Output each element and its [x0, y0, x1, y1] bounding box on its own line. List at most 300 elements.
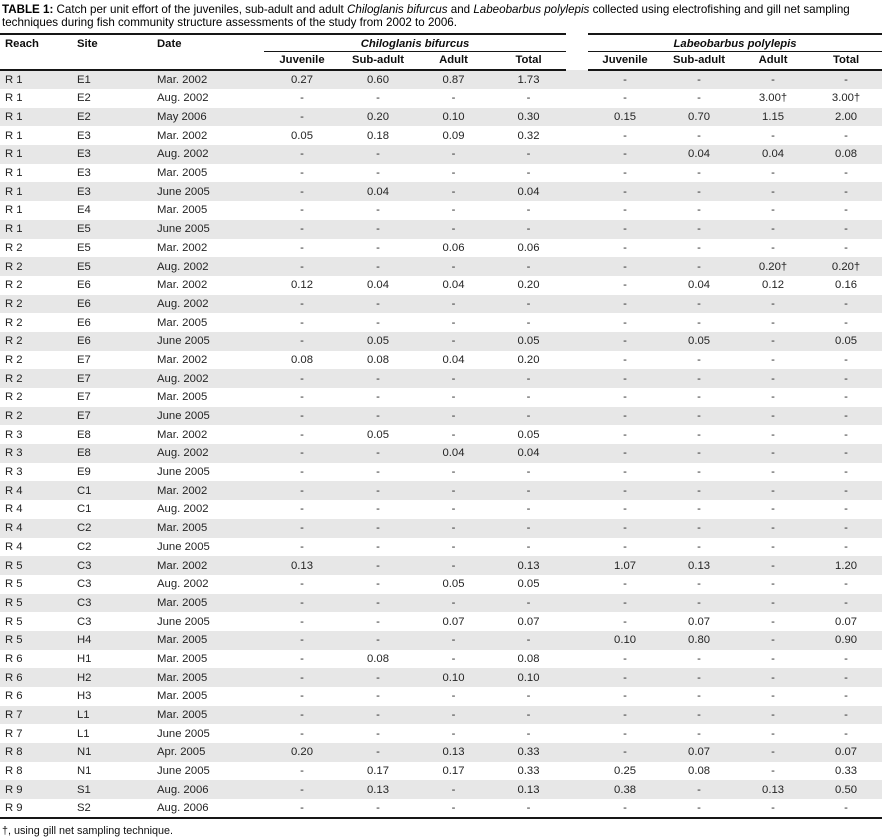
- column-gutter: [566, 369, 588, 388]
- table-row: [0, 407, 882, 426]
- lp-total-cell: 0.90: [835, 634, 858, 647]
- cb-adult-cell: 0.04: [442, 353, 465, 366]
- lp-total-cell: 1.20: [835, 559, 858, 572]
- date-cell: Mar. 2002: [157, 74, 208, 87]
- table-row: [0, 164, 882, 183]
- cb-adult-cell: -: [451, 484, 456, 497]
- lp-juvenile-cell: -: [623, 596, 627, 609]
- lp-total-cell: 0.07: [835, 746, 858, 759]
- reach-cell: R 6: [5, 690, 23, 703]
- cb-adult-cell: 0.09: [442, 129, 465, 142]
- reach-cell: R 1: [5, 167, 23, 180]
- cb-adult-cell: -: [451, 522, 456, 535]
- cb-juvenile-cell: 0.08: [291, 353, 313, 366]
- subcol-header-cb-subadult: Sub-adult: [340, 52, 416, 71]
- cb-subadult-cell: -: [376, 503, 380, 516]
- cb-total-cell: -: [526, 92, 531, 105]
- subcol-header-cb-total: Total: [491, 52, 566, 71]
- column-gutter: [566, 724, 588, 743]
- lp-adult-cell: -: [771, 503, 775, 516]
- date-cell: Aug. 2002: [157, 260, 209, 273]
- lp-subadult-cell: -: [697, 652, 701, 665]
- col-header-date: Date: [152, 34, 264, 71]
- table-caption-text-1: Catch per unit effort of the juveniles, sub-adult and adult: [53, 3, 347, 16]
- lp-subadult-cell: -: [697, 167, 701, 180]
- reach-cell: R 6: [5, 652, 23, 665]
- lp-total-cell: 0.08: [835, 148, 858, 161]
- lp-juvenile-cell: -: [623, 241, 627, 254]
- cb-adult-cell: -: [451, 185, 456, 198]
- table-row: [0, 70, 882, 89]
- table-caption-text-3: collected using electrofishing and gill net sampling techniques during fish community structure assessments of the study from 2002 to 2006.: [2, 3, 850, 30]
- lp-adult-cell: -: [771, 765, 775, 778]
- cb-juvenile-cell: -: [300, 185, 304, 198]
- cb-adult-cell: 0.17: [442, 765, 465, 778]
- column-gutter: [566, 799, 588, 818]
- column-gutter: [566, 145, 588, 164]
- site-cell: E7: [77, 410, 91, 423]
- column-gutter: [566, 313, 588, 332]
- date-cell: Mar. 2005: [157, 652, 208, 665]
- lp-subadult-cell: -: [697, 447, 701, 460]
- cb-adult-cell: -: [451, 727, 456, 740]
- table-row: [0, 425, 882, 444]
- date-cell: Mar. 2005: [157, 671, 208, 684]
- lp-subadult-cell: 0.07: [688, 746, 711, 759]
- lp-adult-cell: -: [771, 74, 775, 87]
- date-cell: Apr. 2005: [157, 746, 206, 759]
- lp-subadult-cell: -: [697, 578, 701, 591]
- cb-juvenile-cell: -: [300, 92, 304, 105]
- reach-cell: R 7: [5, 727, 23, 740]
- site-cell: E6: [77, 316, 91, 329]
- table-row: [0, 388, 882, 407]
- column-gutter: [566, 70, 588, 89]
- site-cell: C2: [77, 540, 92, 553]
- col-header-site: Site: [72, 34, 152, 71]
- cb-subadult-cell: -: [376, 746, 380, 759]
- date-cell: Mar. 2002: [157, 279, 208, 292]
- site-cell: E3: [77, 148, 91, 161]
- lp-juvenile-cell: -: [623, 335, 627, 348]
- column-gutter: [566, 500, 588, 519]
- site-cell: E6: [77, 335, 91, 348]
- cb-total-cell: -: [526, 596, 531, 609]
- cb-adult-cell: -: [451, 559, 456, 572]
- table-row: [0, 444, 882, 463]
- table-row: [0, 650, 882, 669]
- reach-cell: R 4: [5, 522, 23, 535]
- reach-cell: R 2: [5, 391, 23, 404]
- lp-juvenile-cell: -: [623, 709, 627, 722]
- column-gutter: [566, 481, 588, 500]
- cb-adult-cell: -: [451, 316, 456, 329]
- reach-cell: R 3: [5, 447, 23, 460]
- lp-subadult-cell: -: [697, 466, 701, 479]
- lp-total-cell: 2.00: [835, 111, 858, 124]
- cb-subadult-cell: -: [376, 148, 380, 161]
- cb-subadult-cell: -: [376, 241, 380, 254]
- site-cell: E8: [77, 428, 91, 441]
- lp-total-cell: -: [844, 204, 848, 217]
- cb-total-cell: -: [526, 297, 531, 310]
- group-header-chiloglanis-bifurcus: Chiloglanis bifurcus: [264, 34, 566, 52]
- subcol-header-lp-adult: Adult: [736, 52, 810, 71]
- reach-cell: R 2: [5, 316, 23, 329]
- date-cell: Aug. 2002: [157, 447, 209, 460]
- lp-juvenile-cell: -: [623, 260, 627, 273]
- cb-juvenile-cell: -: [300, 765, 304, 778]
- cb-adult-cell: -: [451, 148, 456, 161]
- lp-total-cell: -: [844, 652, 848, 665]
- cb-juvenile-cell: -: [300, 466, 304, 479]
- date-cell: June 2005: [157, 466, 210, 479]
- cb-total-cell: 0.08: [517, 652, 540, 665]
- lp-total-cell: -: [844, 484, 848, 497]
- date-cell: Mar. 2002: [157, 559, 208, 572]
- lp-adult-cell: -: [771, 596, 775, 609]
- column-gutter: [566, 762, 588, 781]
- lp-juvenile-cell: -: [623, 185, 627, 198]
- cb-total-cell: -: [526, 540, 531, 553]
- cb-total-cell: 0.04: [517, 185, 540, 198]
- site-cell: E4: [77, 204, 91, 217]
- column-gutter: [566, 108, 588, 127]
- site-cell: C2: [77, 522, 92, 535]
- cb-juvenile-cell: -: [300, 596, 304, 609]
- cb-subadult-cell: -: [376, 709, 380, 722]
- lp-juvenile-cell: -: [623, 652, 627, 665]
- table-row: [0, 687, 882, 706]
- lp-subadult-cell: -: [662, 799, 736, 818]
- column-gutter: [566, 687, 588, 706]
- site-cell: H1: [77, 652, 92, 665]
- cb-subadult-cell: -: [376, 466, 380, 479]
- cb-juvenile-cell: -: [300, 709, 304, 722]
- date-cell: Aug. 2002: [157, 297, 209, 310]
- lp-total-cell: -: [844, 690, 848, 703]
- table-row: [0, 500, 882, 519]
- cb-subadult-cell: 0.04: [367, 279, 389, 292]
- lp-adult-cell: -: [771, 484, 775, 497]
- cb-subadult-cell: -: [376, 410, 380, 423]
- lp-subadult-cell: -: [697, 372, 701, 385]
- cb-juvenile-cell: 0.05: [291, 129, 313, 142]
- cb-juvenile-cell: -: [300, 671, 304, 684]
- lp-total-cell: -: [844, 129, 848, 142]
- lp-adult-cell: -: [771, 634, 775, 647]
- lp-adult-cell: -: [771, 559, 775, 572]
- lp-juvenile-cell: -: [623, 746, 627, 759]
- site-cell: E5: [77, 260, 91, 273]
- cb-total-cell: -: [526, 372, 531, 385]
- lp-adult-cell: -: [771, 727, 775, 740]
- column-gutter: [566, 34, 588, 71]
- cb-total-cell: 0.07: [517, 615, 540, 628]
- column-gutter: [566, 538, 588, 557]
- cb-adult-cell: -: [451, 634, 456, 647]
- column-gutter: [566, 332, 588, 351]
- cb-adult-cell: 0.04: [442, 279, 465, 292]
- lp-subadult-cell: -: [697, 260, 701, 273]
- cb-subadult-cell: -: [376, 391, 380, 404]
- cb-adult-cell: -: [451, 466, 456, 479]
- date-cell: Aug. 2002: [157, 578, 209, 591]
- lp-juvenile-cell: -: [623, 410, 627, 423]
- date-cell: June 2005: [157, 727, 210, 740]
- lp-subadult-cell: 0.70: [688, 111, 711, 124]
- lp-juvenile-cell: -: [623, 353, 627, 366]
- cb-subadult-cell: 0.05: [367, 428, 389, 441]
- lp-juvenile-cell: 0.10: [614, 634, 637, 647]
- lp-juvenile-cell: -: [623, 167, 627, 180]
- subcol-header-lp-juvenile: Juvenile: [588, 52, 662, 71]
- lp-juvenile-cell: -: [623, 129, 627, 142]
- lp-adult-cell: -: [771, 447, 775, 460]
- lp-total-cell: -: [844, 596, 848, 609]
- cb-adult-cell: -: [451, 596, 456, 609]
- cb-subadult-cell: -: [376, 297, 380, 310]
- reach-cell: R 5: [5, 596, 23, 609]
- date-cell: Aug. 2002: [157, 503, 209, 516]
- table-row: [0, 201, 882, 220]
- cb-adult-cell: -: [451, 167, 456, 180]
- cpue-data-table: [0, 33, 882, 819]
- cb-juvenile-cell: 0.27: [291, 74, 313, 87]
- table-caption-text-2: and: [447, 3, 474, 16]
- reach-cell: R 4: [5, 540, 23, 553]
- lp-adult-cell: -: [771, 428, 775, 441]
- reach-cell: R 2: [5, 297, 23, 310]
- lp-juvenile-cell: -: [623, 522, 627, 535]
- table-row: [0, 799, 882, 818]
- lp-juvenile-cell: -: [623, 92, 627, 105]
- date-cell: Mar. 2002: [157, 353, 208, 366]
- cb-subadult-cell: -: [376, 559, 380, 572]
- reach-cell: R 1: [5, 204, 23, 217]
- cb-total-cell: 0.05: [517, 578, 540, 591]
- cb-adult-cell: 0.06: [442, 241, 465, 254]
- reach-cell: R 6: [5, 671, 23, 684]
- column-gutter: [566, 295, 588, 314]
- column-gutter: [566, 89, 588, 108]
- cb-subadult-cell: 0.08: [367, 652, 389, 665]
- date-cell: Aug. 2002: [157, 92, 209, 105]
- column-gutter: [566, 575, 588, 594]
- lp-total-cell: 0.05: [835, 335, 858, 348]
- reach-cell: R 8: [5, 765, 23, 778]
- reach-cell: R 2: [5, 279, 23, 292]
- cb-juvenile-cell: -: [300, 260, 304, 273]
- table-row: [0, 724, 882, 743]
- site-cell: C3: [77, 596, 92, 609]
- site-cell: E6: [77, 297, 91, 310]
- lp-total-cell: -: [844, 447, 848, 460]
- site-cell: E3: [77, 185, 91, 198]
- table-row: [0, 276, 882, 295]
- lp-adult-cell: -: [771, 391, 775, 404]
- lp-total-cell: 0.07: [835, 615, 858, 628]
- lp-adult-cell: -: [771, 185, 775, 198]
- cb-adult-cell: -: [451, 260, 456, 273]
- lp-juvenile-cell: -: [623, 690, 627, 703]
- site-cell: N1: [77, 765, 92, 778]
- cb-juvenile-cell: -: [300, 428, 304, 441]
- lp-adult-cell: -: [771, 129, 775, 142]
- cb-adult-cell: -: [451, 372, 456, 385]
- cb-subadult-cell: -: [376, 634, 380, 647]
- cb-adult-cell: -: [451, 223, 456, 236]
- lp-subadult-cell: -: [697, 503, 701, 516]
- lp-total-cell: -: [844, 223, 848, 236]
- cb-juvenile-cell: -: [300, 204, 304, 217]
- column-gutter: [566, 182, 588, 201]
- site-cell: C3: [77, 578, 92, 591]
- lp-adult-cell: 0.20†: [758, 260, 788, 273]
- cb-subadult-cell: -: [376, 316, 380, 329]
- cb-adult-cell: -: [451, 335, 456, 348]
- cb-subadult-cell: 0.20: [367, 111, 389, 124]
- lp-juvenile-cell: -: [623, 279, 627, 292]
- cb-total-cell: 0.20: [517, 279, 540, 292]
- cb-juvenile-cell: -: [300, 783, 304, 796]
- table-footnote: †, using gill net sampling technique.: [2, 824, 174, 837]
- table-row: [0, 89, 882, 108]
- site-cell: C3: [77, 559, 92, 572]
- cb-juvenile-cell: 0.12: [291, 279, 313, 292]
- cb-total-cell: -: [491, 799, 566, 818]
- cb-subadult-cell: -: [376, 615, 380, 628]
- date-cell: June 2005: [157, 765, 210, 778]
- cb-total-cell: -: [526, 410, 531, 423]
- cb-total-cell: -: [526, 522, 531, 535]
- cb-total-cell: -: [526, 690, 531, 703]
- lp-subadult-cell: 0.80: [688, 634, 711, 647]
- date-cell: Mar. 2005: [157, 316, 208, 329]
- column-gutter: [566, 257, 588, 276]
- lp-adult-cell: -: [771, 353, 775, 366]
- lp-subadult-cell: -: [697, 690, 701, 703]
- date-cell: Mar. 2005: [157, 690, 208, 703]
- date-cell: June 2005: [157, 540, 210, 553]
- cb-juvenile-cell: -: [300, 111, 304, 124]
- cb-subadult-cell: -: [376, 578, 380, 591]
- reach-cell: R 9: [0, 799, 72, 818]
- lp-subadult-cell: -: [697, 223, 701, 236]
- lp-total-cell: -: [844, 540, 848, 553]
- lp-subadult-cell: 0.04: [688, 148, 711, 161]
- cb-subadult-cell: 0.13: [367, 783, 389, 796]
- cb-total-cell: -: [526, 148, 531, 161]
- lp-juvenile-cell: -: [623, 428, 627, 441]
- lp-subadult-cell: -: [697, 297, 701, 310]
- lp-subadult-cell: 0.04: [688, 279, 711, 292]
- site-cell: C3: [77, 615, 92, 628]
- cb-total-cell: -: [526, 316, 531, 329]
- table-row: [0, 108, 882, 127]
- lp-juvenile-cell: -: [623, 297, 627, 310]
- cb-subadult-cell: -: [376, 540, 380, 553]
- cb-subadult-cell: -: [376, 522, 380, 535]
- lp-juvenile-cell: -: [623, 74, 627, 87]
- cb-adult-cell: -: [451, 540, 456, 553]
- lp-adult-cell: -: [771, 223, 775, 236]
- lp-adult-cell: -: [771, 167, 775, 180]
- date-cell: Mar. 2005: [157, 204, 208, 217]
- subcol-header-lp-subadult: Sub-adult: [662, 52, 736, 71]
- column-gutter: [566, 239, 588, 258]
- site-cell: E3: [77, 167, 91, 180]
- date-cell: Mar. 2005: [157, 709, 208, 722]
- cb-juvenile-cell: -: [300, 167, 304, 180]
- cb-juvenile-cell: -: [300, 316, 304, 329]
- cb-subadult-cell: 0.18: [367, 129, 389, 142]
- cb-subadult-cell: 0.04: [367, 185, 389, 198]
- column-gutter: [566, 164, 588, 183]
- site-cell: C1: [77, 503, 92, 516]
- table-row: [0, 257, 882, 276]
- table-row: [0, 762, 882, 781]
- site-cell: E2: [77, 92, 91, 105]
- column-gutter: [566, 425, 588, 444]
- site-cell: E6: [77, 279, 91, 292]
- lp-total-cell: 0.33: [835, 765, 858, 778]
- lp-juvenile-cell: -: [623, 540, 627, 553]
- date-cell: Aug. 2002: [157, 372, 209, 385]
- date-cell: June 2005: [157, 223, 210, 236]
- cb-juvenile-cell: -: [300, 634, 304, 647]
- table-row: [0, 369, 882, 388]
- site-cell: E9: [77, 466, 91, 479]
- lp-subadult-cell: 0.07: [688, 615, 711, 628]
- site-cell: L1: [77, 709, 90, 722]
- lp-total-cell: -: [844, 74, 848, 87]
- cb-subadult-cell: 0.17: [367, 765, 389, 778]
- lp-total-cell: 0.16: [835, 279, 858, 292]
- lp-adult-cell: -: [771, 690, 775, 703]
- cb-juvenile-cell: -: [300, 690, 304, 703]
- lp-adult-cell: 0.04: [762, 148, 785, 161]
- cb-total-cell: 0.05: [517, 335, 540, 348]
- cb-juvenile-cell: -: [300, 297, 304, 310]
- reach-cell: R 1: [5, 148, 23, 161]
- site-cell: L1: [77, 727, 90, 740]
- table-caption-label: TABLE 1:: [2, 3, 54, 16]
- date-cell: Aug. 2002: [157, 148, 209, 161]
- lp-total-cell: 3.00†: [831, 92, 861, 105]
- date-cell: Mar. 2002: [157, 484, 208, 497]
- lp-adult-cell: -: [771, 335, 775, 348]
- cb-adult-cell: -: [451, 428, 456, 441]
- lp-adult-cell: -: [771, 316, 775, 329]
- cb-juvenile-cell: -: [300, 522, 304, 535]
- date-cell: June 2005: [157, 410, 210, 423]
- column-gutter: [566, 126, 588, 145]
- lp-total-cell: -: [844, 391, 848, 404]
- lp-adult-cell: 0.12: [762, 279, 785, 292]
- table-row: [0, 220, 882, 239]
- lp-adult-cell: -: [771, 297, 775, 310]
- lp-juvenile-cell: -: [623, 484, 627, 497]
- lp-juvenile-cell: -: [623, 148, 627, 161]
- col-header-reach: Reach: [0, 34, 72, 71]
- reach-cell: R 2: [5, 260, 23, 273]
- site-cell: E7: [77, 353, 91, 366]
- column-gutter: [566, 444, 588, 463]
- lp-adult-cell: -: [771, 372, 775, 385]
- lp-subadult-cell: -: [697, 204, 701, 217]
- cb-adult-cell: -: [451, 690, 456, 703]
